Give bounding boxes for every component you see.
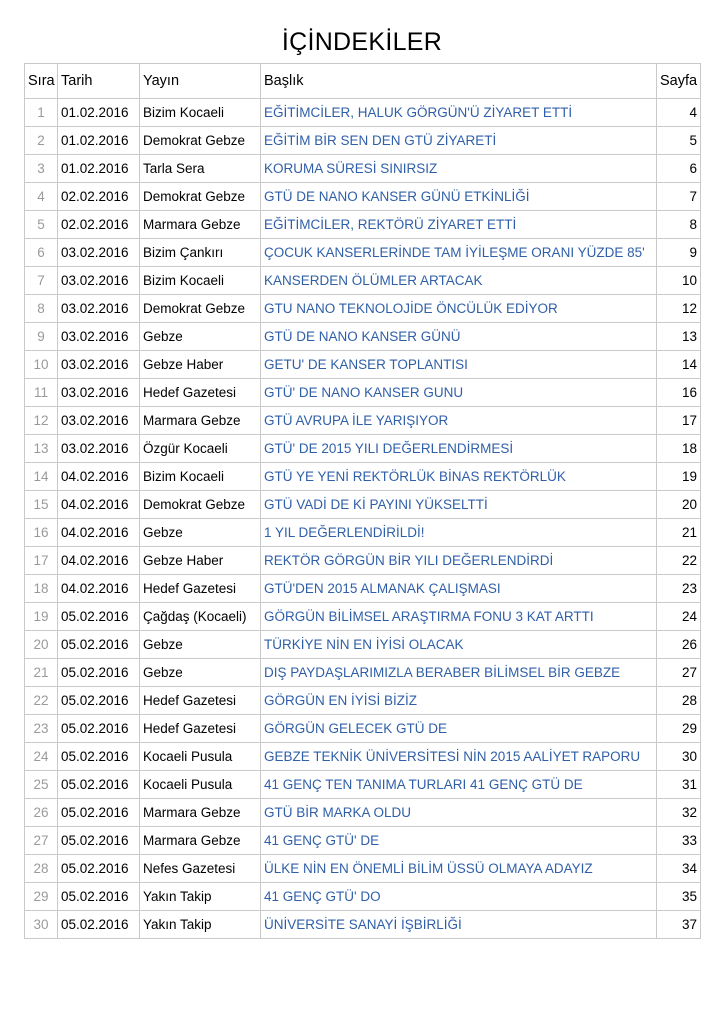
table-row bbox=[25, 547, 701, 575]
row-title-cell bbox=[261, 827, 657, 855]
row-title-link[interactable]: EĞİTİMCİLER, REKTÖRÜ ZİYARET ETTİ bbox=[264, 217, 517, 232]
row-source: Marmara Gebze bbox=[140, 407, 261, 435]
row-page: 20 bbox=[657, 491, 701, 519]
row-title-cell bbox=[261, 659, 657, 687]
row-source: Yakın Takip bbox=[140, 911, 261, 939]
row-number: 11 bbox=[25, 379, 58, 407]
row-title-cell bbox=[261, 99, 657, 127]
row-title-cell bbox=[261, 407, 657, 435]
row-date: 03.02.2016 bbox=[58, 267, 140, 295]
row-date: 04.02.2016 bbox=[58, 547, 140, 575]
row-number: 19 bbox=[25, 603, 58, 631]
row-title-cell bbox=[261, 127, 657, 155]
row-title-cell bbox=[261, 211, 657, 239]
row-page: 19 bbox=[657, 463, 701, 491]
row-title-cell bbox=[261, 743, 657, 771]
row-title-cell bbox=[261, 155, 657, 183]
row-title-link[interactable]: GÖRGÜN EN İYİSİ BİZİZ bbox=[264, 693, 418, 708]
row-title-link[interactable]: GTÜ VADİ DE Kİ PAYINI YÜKSELTTİ bbox=[264, 497, 488, 512]
table-row bbox=[25, 323, 701, 351]
table-row bbox=[25, 519, 701, 547]
toc-table bbox=[24, 63, 701, 939]
row-date: 05.02.2016 bbox=[58, 827, 140, 855]
row-page: 7 bbox=[657, 183, 701, 211]
row-number: 12 bbox=[25, 407, 58, 435]
row-page: 31 bbox=[657, 771, 701, 799]
row-source: Bizim Çankırı bbox=[140, 239, 261, 267]
row-number: 6 bbox=[25, 239, 58, 267]
row-title-cell bbox=[261, 463, 657, 491]
table-row bbox=[25, 155, 701, 183]
row-title-link[interactable]: GTÜ' DE NANO KANSER GUNU bbox=[264, 385, 464, 400]
table-row bbox=[25, 799, 701, 827]
row-date: 03.02.2016 bbox=[58, 295, 140, 323]
table-row bbox=[25, 99, 701, 127]
row-source: Marmara Gebze bbox=[140, 827, 261, 855]
row-date: 05.02.2016 bbox=[58, 743, 140, 771]
row-title-link[interactable]: GÖRGÜN BİLİMSEL ARAŞTIRMA FONU 3 KAT ARTTI bbox=[264, 609, 594, 624]
header-source: Yayın bbox=[140, 64, 261, 99]
table-row bbox=[25, 491, 701, 519]
table-row bbox=[25, 883, 701, 911]
row-page: 30 bbox=[657, 743, 701, 771]
header-title: Başlık bbox=[261, 64, 657, 99]
table-row bbox=[25, 379, 701, 407]
row-title-cell bbox=[261, 323, 657, 351]
row-page: 14 bbox=[657, 351, 701, 379]
row-page: 18 bbox=[657, 435, 701, 463]
row-date: 05.02.2016 bbox=[58, 855, 140, 883]
table-row bbox=[25, 855, 701, 883]
row-date: 01.02.2016 bbox=[58, 155, 140, 183]
table-row bbox=[25, 183, 701, 211]
row-number: 14 bbox=[25, 463, 58, 491]
row-number: 9 bbox=[25, 323, 58, 351]
header-row bbox=[25, 64, 701, 99]
row-source: Marmara Gebze bbox=[140, 799, 261, 827]
row-number: 13 bbox=[25, 435, 58, 463]
row-date: 05.02.2016 bbox=[58, 799, 140, 827]
table-row bbox=[25, 575, 701, 603]
row-number: 8 bbox=[25, 295, 58, 323]
table-row bbox=[25, 295, 701, 323]
row-date: 05.02.2016 bbox=[58, 771, 140, 799]
table-row bbox=[25, 239, 701, 267]
row-page: 28 bbox=[657, 687, 701, 715]
row-number: 20 bbox=[25, 631, 58, 659]
row-source: Gebze bbox=[140, 659, 261, 687]
row-page: 26 bbox=[657, 631, 701, 659]
row-page: 10 bbox=[657, 267, 701, 295]
row-source: Bizim Kocaeli bbox=[140, 267, 261, 295]
row-source: Çağdaş (Kocaeli) bbox=[140, 603, 261, 631]
row-title-link[interactable]: GTU NANO TEKNOLOJİDE ÖNCÜLÜK EDİYOR bbox=[264, 301, 558, 316]
row-source: Gebze Haber bbox=[140, 547, 261, 575]
row-title-link[interactable]: ÇOCUK KANSERLERİNDE TAM İYİLEŞME ORANI YÜZDE 85' bbox=[264, 245, 645, 260]
row-title-cell bbox=[261, 491, 657, 519]
row-number: 1 bbox=[25, 99, 58, 127]
row-page: 29 bbox=[657, 715, 701, 743]
row-source: Gebze Haber bbox=[140, 351, 261, 379]
row-title-cell bbox=[261, 631, 657, 659]
row-date: 04.02.2016 bbox=[58, 491, 140, 519]
row-number: 16 bbox=[25, 519, 58, 547]
header-page: Sayfa bbox=[657, 64, 701, 99]
row-title-link[interactable]: 41 GENÇ GTÜ' DE bbox=[264, 833, 380, 848]
row-title-link[interactable]: TÜRKİYE NİN EN İYİSİ OLACAK bbox=[264, 637, 464, 652]
row-title-cell bbox=[261, 547, 657, 575]
row-source: Gebze bbox=[140, 519, 261, 547]
table-row bbox=[25, 771, 701, 799]
row-page: 12 bbox=[657, 295, 701, 323]
row-title-cell bbox=[261, 883, 657, 911]
row-title-link[interactable]: GÖRGÜN GELECEK GTÜ DE bbox=[264, 721, 448, 736]
row-page: 24 bbox=[657, 603, 701, 631]
row-page: 8 bbox=[657, 211, 701, 239]
row-date: 02.02.2016 bbox=[58, 183, 140, 211]
row-page: 16 bbox=[657, 379, 701, 407]
row-source: Hedef Gazetesi bbox=[140, 379, 261, 407]
row-number: 22 bbox=[25, 687, 58, 715]
row-number: 29 bbox=[25, 883, 58, 911]
row-title-link[interactable]: GTÜ AVRUPA İLE YARIŞIYOR bbox=[264, 413, 449, 428]
row-title-cell bbox=[261, 239, 657, 267]
row-number: 21 bbox=[25, 659, 58, 687]
table-row bbox=[25, 435, 701, 463]
row-number: 26 bbox=[25, 799, 58, 827]
row-title-cell bbox=[261, 603, 657, 631]
row-title-link[interactable]: DIŞ PAYDAŞLARIMIZLA BERABER BİLİMSEL BİR GEBZE bbox=[264, 665, 621, 680]
row-page: 17 bbox=[657, 407, 701, 435]
table-row bbox=[25, 211, 701, 239]
row-date: 04.02.2016 bbox=[58, 575, 140, 603]
table-row bbox=[25, 715, 701, 743]
row-title-cell bbox=[261, 267, 657, 295]
row-title-cell bbox=[261, 183, 657, 211]
row-title-cell bbox=[261, 799, 657, 827]
header-date: Tarih bbox=[58, 64, 140, 99]
row-date: 05.02.2016 bbox=[58, 883, 140, 911]
row-date: 04.02.2016 bbox=[58, 463, 140, 491]
row-title-link[interactable]: ÜLKE NİN EN ÖNEMLİ BİLİM ÜSSÜ OLMAYA ADAYIZ bbox=[264, 861, 593, 876]
row-number: 25 bbox=[25, 771, 58, 799]
row-page: 23 bbox=[657, 575, 701, 603]
row-source: Kocaeli Pusula bbox=[140, 743, 261, 771]
row-page: 27 bbox=[657, 659, 701, 687]
row-title-cell bbox=[261, 435, 657, 463]
row-number: 28 bbox=[25, 855, 58, 883]
row-title-link[interactable]: GTÜ BİR MARKA OLDU bbox=[264, 805, 412, 820]
row-source: Tarla Sera bbox=[140, 155, 261, 183]
row-title-cell bbox=[261, 771, 657, 799]
row-title-cell bbox=[261, 351, 657, 379]
row-page: 37 bbox=[657, 911, 701, 939]
row-page: 34 bbox=[657, 855, 701, 883]
row-title-cell bbox=[261, 519, 657, 547]
row-date: 01.02.2016 bbox=[58, 99, 140, 127]
row-title-link[interactable]: 41 GENÇ GTÜ' DO bbox=[264, 889, 381, 904]
row-source: Hedef Gazetesi bbox=[140, 715, 261, 743]
row-date: 05.02.2016 bbox=[58, 687, 140, 715]
row-number: 17 bbox=[25, 547, 58, 575]
header-no: Sıra bbox=[25, 64, 58, 99]
row-date: 03.02.2016 bbox=[58, 379, 140, 407]
row-number: 18 bbox=[25, 575, 58, 603]
row-date: 03.02.2016 bbox=[58, 351, 140, 379]
row-number: 7 bbox=[25, 267, 58, 295]
row-number: 4 bbox=[25, 183, 58, 211]
row-title-link[interactable]: GEBZE TEKNİK ÜNİVERSİTESİ NİN 2015 AALİYET RAPORU bbox=[264, 749, 641, 764]
row-source: Nefes Gazetesi bbox=[140, 855, 261, 883]
row-number: 27 bbox=[25, 827, 58, 855]
row-title-link[interactable]: EĞİTİM BİR SEN DEN GTÜ ZİYARETİ bbox=[264, 133, 497, 148]
row-source: Özgür Kocaeli bbox=[140, 435, 261, 463]
table-row bbox=[25, 743, 701, 771]
row-date: 03.02.2016 bbox=[58, 407, 140, 435]
row-title-link[interactable]: GTÜ'DEN 2015 ALMANAK ÇALIŞMASI bbox=[264, 581, 501, 596]
row-title-link[interactable]: GTÜ YE YENİ REKTÖRLÜK BİNAS REKTÖRLÜK bbox=[264, 469, 566, 484]
row-title-cell bbox=[261, 855, 657, 883]
page-title: İÇİNDEKİLER bbox=[281, 28, 443, 56]
table-row bbox=[25, 407, 701, 435]
row-date: 01.02.2016 bbox=[58, 127, 140, 155]
row-page: 21 bbox=[657, 519, 701, 547]
row-date: 05.02.2016 bbox=[58, 715, 140, 743]
row-title-link[interactable]: KORUMA SÜRESİ SINIRSIZ bbox=[264, 161, 438, 176]
row-source: Yakın Takip bbox=[140, 883, 261, 911]
row-number: 30 bbox=[25, 911, 58, 939]
row-title-link[interactable]: GTÜ DE NANO KANSER GÜNÜ bbox=[264, 329, 461, 344]
row-page: 5 bbox=[657, 127, 701, 155]
row-source: Kocaeli Pusula bbox=[140, 771, 261, 799]
row-number: 24 bbox=[25, 743, 58, 771]
row-number: 5 bbox=[25, 211, 58, 239]
row-page: 6 bbox=[657, 155, 701, 183]
table-row bbox=[25, 267, 701, 295]
row-title-link[interactable]: GETU' DE KANSER TOPLANTISI bbox=[264, 357, 468, 372]
row-title-cell bbox=[261, 911, 657, 939]
row-page: 4 bbox=[657, 99, 701, 127]
row-source: Demokrat Gebze bbox=[140, 295, 261, 323]
row-source: Gebze bbox=[140, 631, 261, 659]
row-date: 05.02.2016 bbox=[58, 603, 140, 631]
row-date: 03.02.2016 bbox=[58, 435, 140, 463]
row-source: Gebze bbox=[140, 323, 261, 351]
row-title-cell bbox=[261, 687, 657, 715]
row-page: 13 bbox=[657, 323, 701, 351]
table-row bbox=[25, 827, 701, 855]
row-page: 35 bbox=[657, 883, 701, 911]
row-title-link[interactable]: GTÜ' DE 2015 YILI DEĞERLENDİRMESİ bbox=[264, 441, 514, 456]
row-title-link[interactable]: EĞİTİMCİLER, HALUK GÖRGÜN'Ü ZİYARET ETTİ bbox=[264, 105, 573, 120]
table-row bbox=[25, 911, 701, 939]
row-date: 05.02.2016 bbox=[58, 911, 140, 939]
row-date: 04.02.2016 bbox=[58, 519, 140, 547]
table-row bbox=[25, 687, 701, 715]
row-source: Demokrat Gebze bbox=[140, 183, 261, 211]
row-date: 02.02.2016 bbox=[58, 211, 140, 239]
row-title-link[interactable]: KANSERDEN ÖLÜMLER ARTACAK bbox=[264, 273, 483, 288]
row-source: Hedef Gazetesi bbox=[140, 687, 261, 715]
row-page: 32 bbox=[657, 799, 701, 827]
row-source: Demokrat Gebze bbox=[140, 127, 261, 155]
row-number: 15 bbox=[25, 491, 58, 519]
row-source: Hedef Gazetesi bbox=[140, 575, 261, 603]
row-date: 05.02.2016 bbox=[58, 631, 140, 659]
row-title-cell bbox=[261, 715, 657, 743]
row-date: 03.02.2016 bbox=[58, 323, 140, 351]
table-row bbox=[25, 351, 701, 379]
table-row bbox=[25, 603, 701, 631]
row-title-link[interactable]: REKTÖR GÖRGÜN BİR YILI DEĞERLENDİRDİ bbox=[264, 553, 554, 568]
table-row bbox=[25, 659, 701, 687]
row-title-link[interactable]: 41 GENÇ TEN TANIMA TURLARI 41 GENÇ GTÜ DE bbox=[264, 777, 583, 792]
row-page: 33 bbox=[657, 827, 701, 855]
row-title-link[interactable]: GTÜ DE NANO KANSER GÜNÜ ETKİNLİĞİ bbox=[264, 189, 530, 204]
row-title-cell bbox=[261, 379, 657, 407]
row-page: 9 bbox=[657, 239, 701, 267]
row-source: Marmara Gebze bbox=[140, 211, 261, 239]
row-date: 03.02.2016 bbox=[58, 239, 140, 267]
row-source: Demokrat Gebze bbox=[140, 491, 261, 519]
row-number: 10 bbox=[25, 351, 58, 379]
row-title-link[interactable]: ÜNİVERSİTE SANAYİ İŞBİRLİĞİ bbox=[264, 917, 462, 932]
toc-body bbox=[25, 99, 701, 939]
row-title-cell bbox=[261, 575, 657, 603]
row-title-link[interactable]: 1 YIL DEĞERLENDİRİLDİ! bbox=[264, 525, 425, 540]
table-row bbox=[25, 127, 701, 155]
row-number: 2 bbox=[25, 127, 58, 155]
table-row bbox=[25, 631, 701, 659]
row-date: 05.02.2016 bbox=[58, 659, 140, 687]
row-source: Bizim Kocaeli bbox=[140, 463, 261, 491]
row-number: 23 bbox=[25, 715, 58, 743]
row-number: 3 bbox=[25, 155, 58, 183]
row-title-cell bbox=[261, 295, 657, 323]
row-page: 22 bbox=[657, 547, 701, 575]
row-source: Bizim Kocaeli bbox=[140, 99, 261, 127]
table-row bbox=[25, 463, 701, 491]
